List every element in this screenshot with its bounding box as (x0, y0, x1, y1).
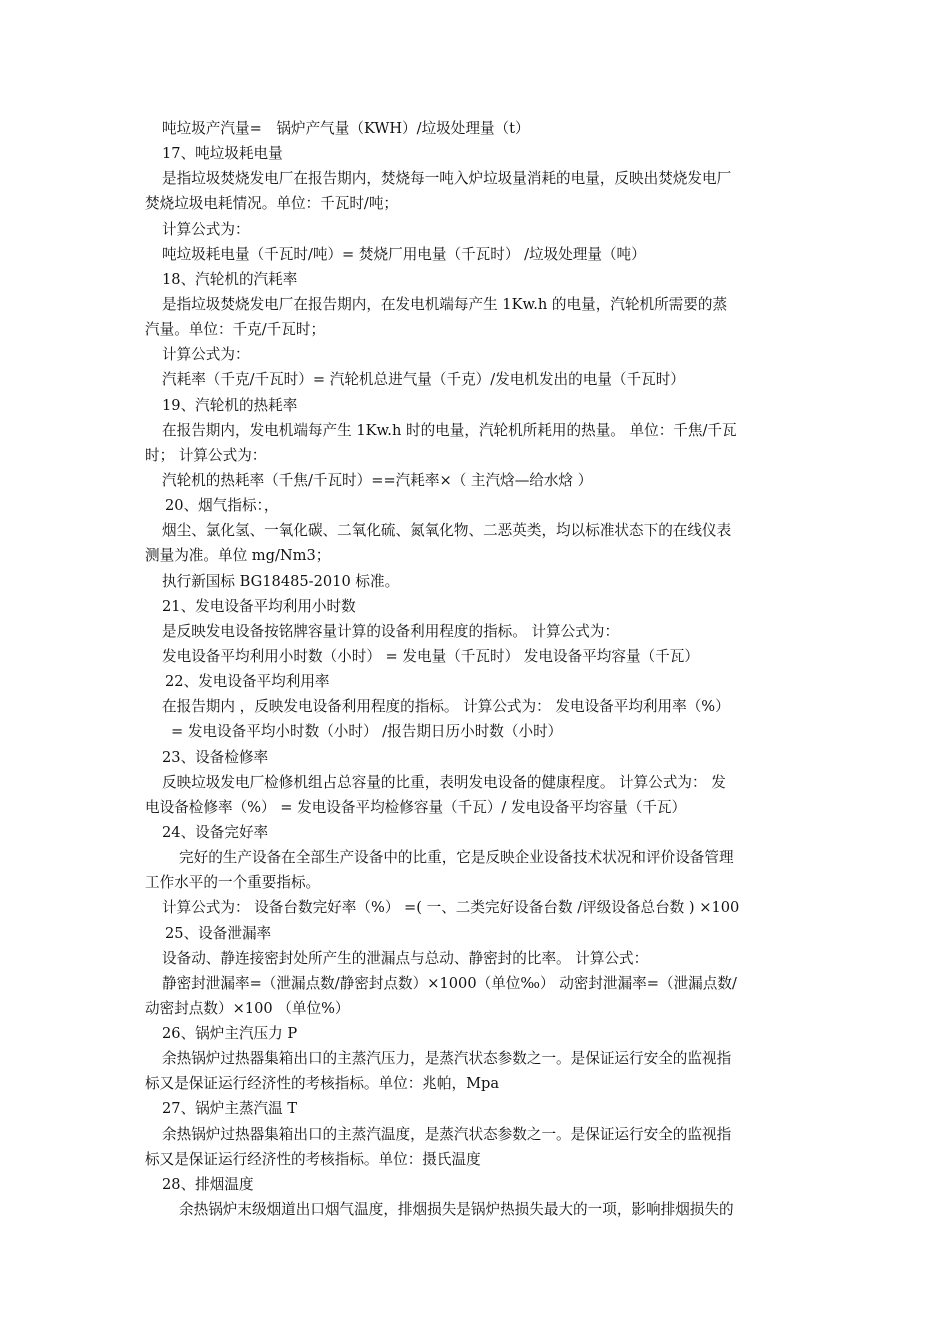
section-heading: 17、吨垃圾耗电量 (162, 145, 283, 163)
formula-line: = 发电设备平均小时数（小时） /报告期日历小时数（小时） (171, 723, 563, 741)
formula-line: 汽耗率（千克/千瓦时）= 汽轮机总进气量（千克）/发电机发出的电量（千瓦时） (162, 371, 685, 389)
paragraph-line: 是指垃圾焚烧发电厂在报告期内，焚烧每一吨入炉垃圾量消耗的电量，反映出焚烧发电厂 (162, 170, 732, 188)
formula-line: 汽轮机的热耗率（千焦/千瓦时）==汽耗率×（ 主汽焓—给水焓 ） (162, 471, 593, 489)
section-heading: 27、锅炉主蒸汽温 T (162, 1100, 298, 1118)
section-heading: 24、设备完好率 (162, 823, 269, 841)
paragraph-line: 焚烧垃圾电耗情况。单位：千瓦时/吨； (145, 195, 399, 213)
paragraph-line: 标又是保证运行经济性的考核指标。单位：摄氏温度 (145, 1150, 481, 1168)
paragraph-line: 反映垃圾发电厂检修机组占总容量的比重，表明发电设备的健康程度。 计算公式为： 发 (162, 773, 726, 791)
section-heading: 28、排烟温度 (162, 1175, 254, 1193)
paragraph-line: 标又是保证运行经济性的考核指标。单位：兆帕，Mpa (145, 1075, 500, 1093)
paragraph-line: 计算公式为： (162, 346, 250, 364)
section-heading: 25、设备泄漏率 (165, 924, 272, 942)
paragraph-line: 电设备检修率（%） = 发电设备平均检修容量（千瓦）/ 发电设备平均容量（千瓦） (145, 798, 687, 816)
formula-line: 发电设备平均利用小时数（小时） = 发电量（千瓦时） 发电设备平均容量（千瓦） (162, 647, 699, 665)
paragraph-line: 余热锅炉过热器集箱出口的主蒸汽压力，是蒸汽状态参数之一。是保证运行安全的监视指 (162, 1050, 732, 1068)
paragraph-line: 执行新国标 BG18485-2010 标准。 (162, 572, 400, 590)
document-body (145, 116, 810, 1222)
paragraph-line: 余热锅炉过热器集箱出口的主蒸汽温度，是蒸汽状态参数之一。是保证运行安全的监视指 (162, 1125, 732, 1143)
paragraph-line: 是指垃圾焚烧发电厂在报告期内，在发电机端每产生 1Kw.h 的电量，汽轮机所需要的蒸 (162, 295, 728, 313)
section-heading: 23、设备检修率 (162, 748, 269, 766)
paragraph-line: 计算公式为： (162, 220, 250, 238)
paragraph-line: 时； 计算公式为： (145, 446, 267, 464)
paragraph-line: 余热锅炉末级烟道出口烟气温度，排烟损失是锅炉热损失最大的一项，影响排烟损失的 (179, 1201, 734, 1219)
formula-line: 静密封泄漏率=（泄漏点数/静密封点数）×1000（单位‰） 动密封泄漏率=（泄漏点数/ (162, 974, 737, 992)
paragraph-line: 完好的生产设备在全部生产设备中的比重，它是反映企业设备技术状况和评价设备管理 (179, 849, 734, 867)
paragraph-line: 设备动、静连接密封处所产生的泄漏点与总动、静密封的比率。 计算公式： (162, 949, 649, 967)
formula-line: 计算公式为： 设备台数完好率（%） =( 一、二类完好设备台数 /评级设备总台数 ) ×100 (162, 899, 740, 917)
formula-line: 吨垃圾耗电量（千瓦时/吨）= 焚烧厂用电量（千瓦时） /垃圾处理量（吨） (162, 245, 646, 263)
paragraph-line: 在报告期内 ，反映发电设备利用程度的指标。 计算公式为： 发电设备平均利用率（%） (162, 698, 730, 716)
paragraph-line: 烟尘、氯化氢、一氧化碳、二氧化硫、氮氧化物、二恶英类，均以标准状态下的在线仪表 (162, 522, 732, 540)
section-heading: 22、发电设备平均利用率 (165, 673, 330, 691)
formula-line: 动密封点数）×100 （单位%） (145, 999, 350, 1017)
section-heading: 18、汽轮机的汽耗率 (162, 270, 298, 288)
section-heading: 26、锅炉主汽压力 P (162, 1025, 298, 1043)
section-heading: 21、发电设备平均利用小时数 (162, 597, 356, 615)
paragraph-line: 工作水平的一个重要指标。 (145, 874, 321, 892)
paragraph-line: 汽量。单位：千克/千瓦时； (145, 321, 326, 339)
section-heading: 20、烟气指标：， (165, 497, 279, 515)
paragraph-line: 是反映发电设备按铭牌容量计算的设备利用程度的指标。 计算公式为： (162, 622, 620, 640)
formula-line: 吨垃圾产汽量= 锅炉产气量（KWH）/垃圾处理量（t） (162, 120, 530, 137)
paragraph-line: 在报告期内，发电机端每产生 1Kw.h 时的电量，汽轮机所耗用的热量。 单位：千焦/千瓦 (162, 421, 737, 439)
paragraph-line: 测量为准。单位 mg/Nm3； (145, 547, 331, 565)
section-heading: 19、汽轮机的热耗率 (162, 396, 298, 414)
